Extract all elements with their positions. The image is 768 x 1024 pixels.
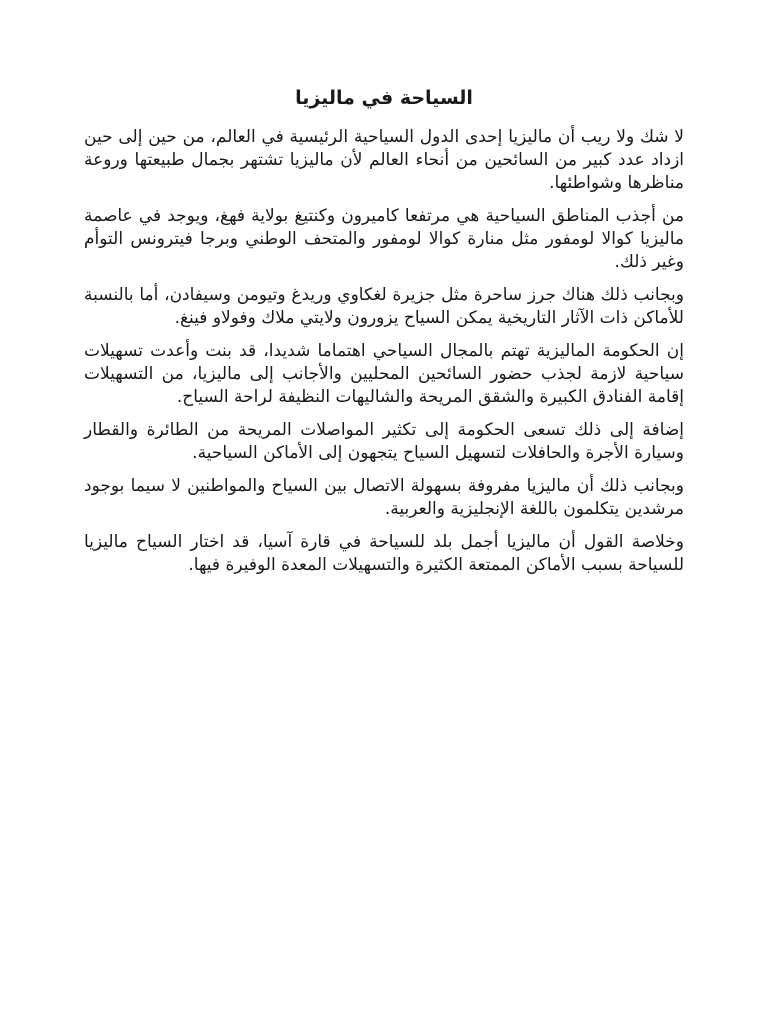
paragraph-4: إن الحكومة الماليزية تهتم بالمجال السياحي اهتماما شديدا، قد بنت وأعدت تسهيلات سياحية لازمة لجذب حضور السائحين المحليين والأجانب إلى ماليزيا، من التسهيلات إقامة الفنادق الكبيرة والشقق المريحة والشاليهات النظيفة لراحة السياح. (84, 341, 684, 407)
paragraph-5: إضافة إلى ذلك تسعى الحكومة إلى تكثير المواصلات المريحة من الطائرة والقطار وسيارة الأجرة والحافلات لتسهيل السياح يتجهون إلى الأماكن السياحية. (84, 420, 684, 463)
paragraph-7: وخلاصة القول أن ماليزيا أجمل بلد للسياحة في قارة آسيا، قد اختار السياح ماليزيا للسياحة بسبب الأماكن الممتعة الكثيرة والتسهيلات المعدة الوفيرة فيها. (84, 532, 684, 575)
paragraph-6: وبجانب ذلك أن ماليزيا مفروفة بسهولة الاتصال بين السياح والمواطنين لا سيما بوجود مرشدين يتكلمون باللغة الإنجليزية والعربية. (84, 476, 684, 519)
paragraph-3: وبجانب ذلك هناك جرز ساحرة مثل جزيرة لغكاوي وريدغ وتيومن وسيفادن، أما بالنسبة للأماكن ذات الآثار التاريخية يمكن السياح يزورون ولايتي ملاك وفولاو فينغ. (84, 285, 684, 328)
paragraph-1: لا شك ولا ريب أن ماليزيا إحدى الدول السياحية الرئيسية في العالم، من حين إلى حين ازداد عدد كبير من السائحين من أنحاء العالم لأن ماليزيا تشتهر بجمال طبيعتها وروعة مناظرها وشواطئها. (84, 127, 684, 193)
paragraph-2: من أجذب المناطق السياحية هي مرتفعا كاميرون وكنتيغ بولاية فهغ، ويوجد في عاصمة ماليزيا كوالا لومفور مثل منارة كوالا لومفور والمتحف الوطني وبرجا فيترونس التوأم وغير ذلك. (84, 206, 684, 272)
document-title: السياحة في ماليزيا (295, 87, 473, 109)
document-page (84, 84, 684, 587)
